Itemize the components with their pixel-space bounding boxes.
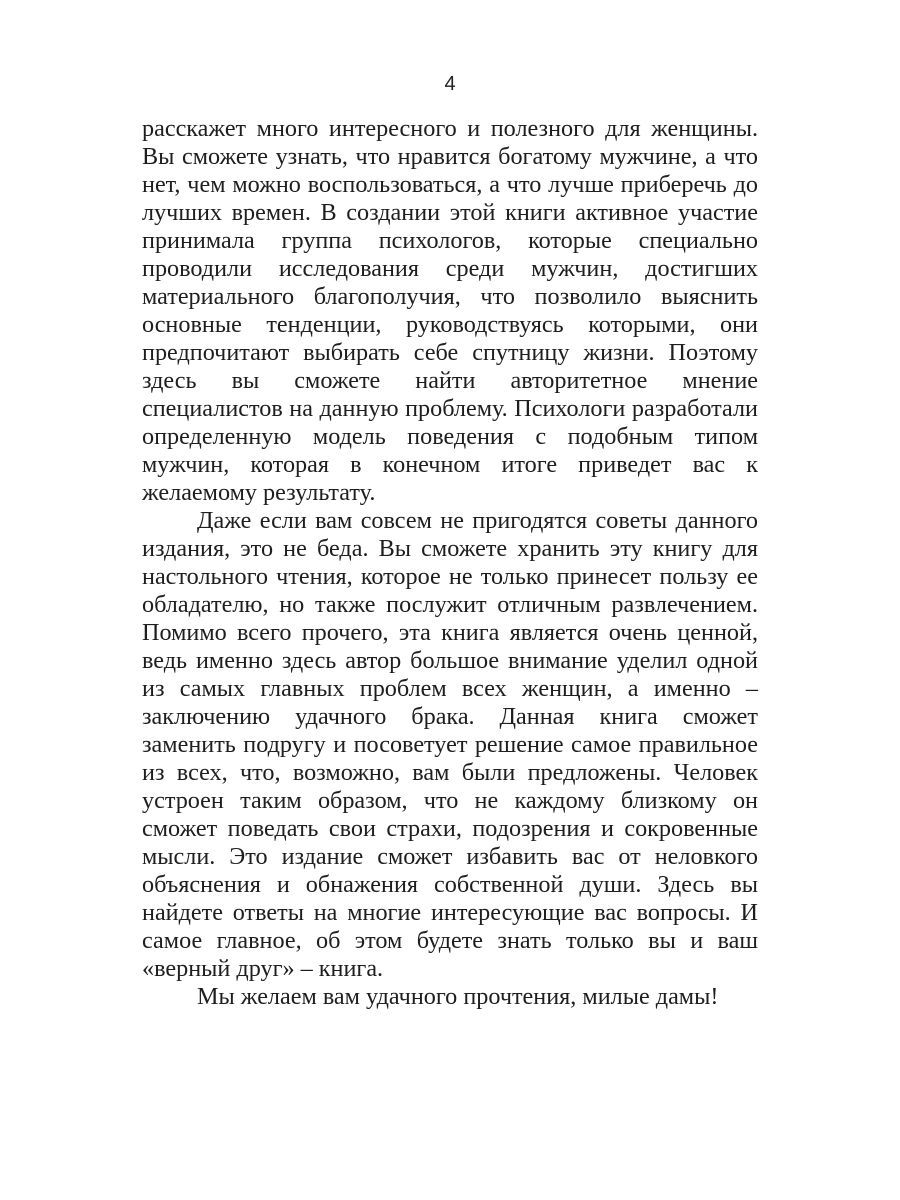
paragraph-closing-wish: Мы желаем вам удачного прочтения, милые дамы! — [197, 983, 719, 1010]
paragraph-book-usage: Даже если вам совсем не пригодятся советы данного издания, это не беда. Вы сможете хранить эту книгу для настольного чтения, которое не только принесет пользу ее обладателю, но также послужит отличным развлечением. Помимо всего прочего, эта книга является очень ценной, ведь именно здесь автор большое внимание уделил одной из самых главных проблем всех женщин, а именно – заключению удачного брака. Данная книга сможет заменить подругу и посоветует решение самое правильное из всех, что, возможно, вам были предложены. Человек устроен таким образом, что не каждому близкому он сможет поведать свои страхи, подозрения и сокровенные мысли. Это издание сможет избавить вас от неловкого объяснения и обнажения собственной души. Здесь вы найдете ответы на многие интересующие вас вопросы. И самое главное, об этом будете знать только вы и ваш «верный друг» – книга. — [142, 507, 758, 982]
page-number: 4 — [444, 73, 456, 95]
paragraph-continuation: расскажет много интересного и полезного для женщины. Вы сможете узнать, что нравится богатому мужчине, а что нет, чем можно воспользоваться, а что лучше приберечь до лучших времен. В создании этой книги активное участие принимала группа психологов, которые специально проводили исследования среди мужчин, достигших материального благополучия, что позволило выяснить основные тенденции, руководствуясь которыми, они предпочитают выбирать себе спутницу жизни. Поэтому здесь вы сможете найти авторитетное мнение специалистов на данную проблему. Психологи разработали определенную модель поведения с подобным типом мужчин, которая в конечном итоге приведет вас к желаемому результату. — [142, 115, 758, 506]
body-text — [142, 115, 758, 1011]
